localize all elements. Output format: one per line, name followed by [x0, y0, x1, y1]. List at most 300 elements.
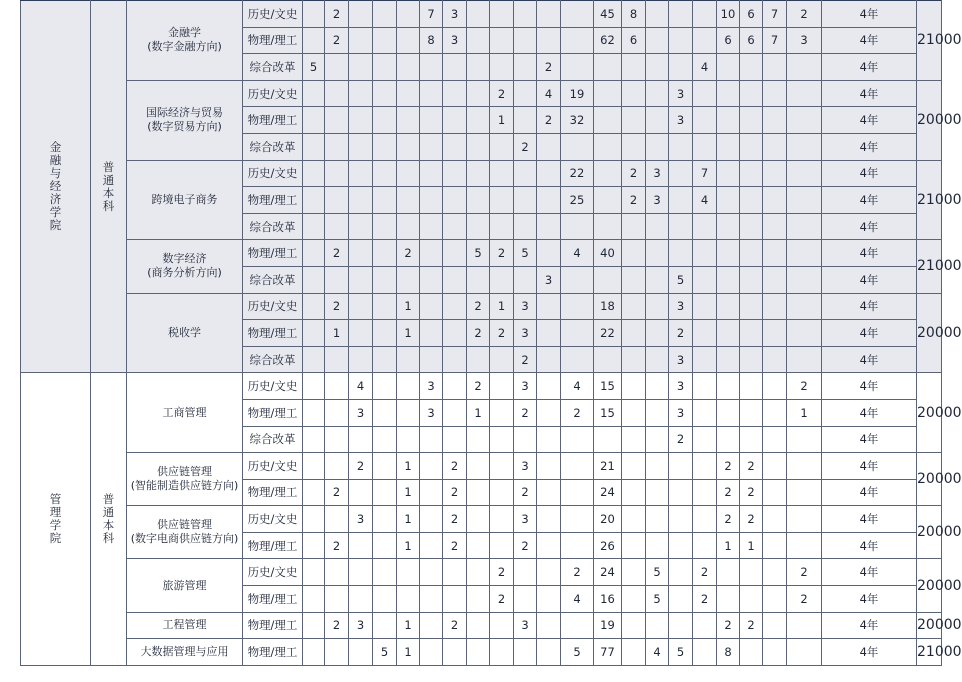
years-cell: 4年	[822, 586, 917, 613]
quota-cell	[303, 586, 325, 613]
quota-cell	[693, 1, 717, 28]
quota-cell: 21	[594, 453, 622, 480]
quota-cell	[303, 293, 325, 320]
quota-cell	[420, 559, 443, 586]
quota-cell	[594, 266, 622, 293]
quota-cell	[561, 320, 594, 347]
quota-cell: 2	[490, 240, 514, 267]
major-name: 数字经济	[162, 252, 207, 266]
quota-cell	[490, 426, 514, 453]
quota-cell	[303, 559, 325, 586]
quota-cell	[717, 133, 740, 160]
quota-cell	[349, 160, 373, 187]
quota-cell	[325, 506, 349, 533]
quota-cell	[373, 266, 397, 293]
years-cell: 4年	[822, 80, 917, 107]
quota-cell: 22	[561, 160, 594, 187]
quota-cell	[669, 213, 693, 240]
major-name: 国际经济与贸易	[146, 106, 223, 120]
quota-cell: 2	[325, 532, 349, 559]
major-direction: (数字金融方向)	[147, 40, 222, 54]
quota-cell: 3	[349, 399, 373, 426]
quota-cell	[693, 426, 717, 453]
quota-cell: 2	[514, 479, 537, 506]
quota-cell	[397, 346, 420, 373]
quota-cell	[693, 612, 717, 639]
quota-cell	[397, 559, 420, 586]
quota-cell	[349, 107, 373, 134]
quota-cell	[763, 453, 787, 480]
years-cell: 4年	[822, 187, 917, 214]
quota-cell	[373, 213, 397, 240]
quota-cell	[303, 107, 325, 134]
quota-cell	[514, 54, 537, 81]
quota-cell: 3	[669, 373, 693, 400]
quota-cell	[594, 160, 622, 187]
quota-cell: 5	[514, 240, 537, 267]
quota-cell	[443, 639, 467, 666]
major-direction: (数字电商供应链方向)	[130, 532, 239, 546]
college-name: 金融与经济学院	[49, 140, 62, 233]
quota-cell	[740, 107, 763, 134]
quota-cell: 4	[349, 373, 373, 400]
major-cell	[127, 506, 243, 559]
quota-cell	[787, 187, 822, 214]
college-cell	[21, 1, 91, 373]
major-name: 工商管理	[162, 405, 207, 419]
quota-cell	[537, 506, 561, 533]
quota-cell: 1	[787, 399, 822, 426]
major-name: 工程管理	[162, 618, 207, 632]
quota-cell	[537, 240, 561, 267]
quota-cell	[693, 506, 717, 533]
quota-cell	[373, 240, 397, 267]
quota-cell	[349, 559, 373, 586]
years-cell: 4年	[822, 399, 917, 426]
quota-cell	[693, 479, 717, 506]
quota-cell	[537, 27, 561, 54]
quota-cell	[420, 506, 443, 533]
quota-cell	[490, 453, 514, 480]
quota-cell	[693, 293, 717, 320]
quota-cell	[693, 80, 717, 107]
quota-cell	[693, 320, 717, 347]
quota-cell: 4	[561, 586, 594, 613]
quota-cell: 3	[443, 27, 467, 54]
quota-cell: 2	[467, 293, 490, 320]
quota-cell	[646, 479, 669, 506]
quota-cell: 8	[717, 639, 740, 666]
quota-cell: 16	[594, 586, 622, 613]
quota-cell: 2	[467, 320, 490, 347]
quota-cell: 1	[397, 506, 420, 533]
years-cell: 4年	[822, 639, 917, 666]
quota-cell	[763, 612, 787, 639]
quota-cell	[646, 426, 669, 453]
quota-cell: 2	[514, 399, 537, 426]
quota-cell	[561, 426, 594, 453]
quota-cell: 2	[490, 586, 514, 613]
table-row	[21, 160, 942, 187]
quota-cell	[537, 213, 561, 240]
major-name: 供应链管理	[157, 518, 212, 532]
quota-cell	[622, 240, 646, 267]
major-name: 旅游管理	[162, 578, 207, 592]
quota-cell: 3	[514, 320, 537, 347]
quota-cell	[787, 107, 822, 134]
quota-cell: 2	[740, 453, 763, 480]
quota-cell	[537, 1, 561, 28]
quota-cell	[420, 346, 443, 373]
quota-cell	[349, 1, 373, 28]
quota-cell	[514, 639, 537, 666]
quota-cell: 5	[669, 266, 693, 293]
major-cell	[127, 559, 243, 612]
quota-cell	[717, 559, 740, 586]
quota-cell	[490, 187, 514, 214]
quota-cell: 3	[514, 453, 537, 480]
quota-cell	[349, 479, 373, 506]
quota-cell	[646, 612, 669, 639]
quota-cell	[740, 266, 763, 293]
subject-cell: 历史/文史	[243, 559, 303, 586]
quota-cell: 2	[787, 586, 822, 613]
quota-cell	[467, 266, 490, 293]
quota-cell: 2	[717, 453, 740, 480]
major-name: 供应链管理	[157, 465, 212, 479]
quota-cell	[763, 373, 787, 400]
quota-cell	[373, 320, 397, 347]
quota-cell	[373, 612, 397, 639]
quota-cell	[420, 612, 443, 639]
quota-cell	[763, 54, 787, 81]
quota-cell	[490, 213, 514, 240]
quota-cell	[514, 80, 537, 107]
quota-cell	[467, 559, 490, 586]
quota-cell: 4	[646, 639, 669, 666]
quota-cell: 2	[325, 27, 349, 54]
quota-cell: 3	[537, 266, 561, 293]
quota-cell	[594, 133, 622, 160]
quota-cell	[443, 559, 467, 586]
quota-cell	[514, 187, 537, 214]
quota-cell	[443, 346, 467, 373]
quota-cell	[420, 240, 443, 267]
quota-cell	[397, 54, 420, 81]
quota-cell	[373, 54, 397, 81]
quota-cell	[303, 160, 325, 187]
quota-cell	[420, 187, 443, 214]
quota-cell: 2	[693, 559, 717, 586]
quota-cell: 2	[740, 612, 763, 639]
quota-cell: 2	[443, 506, 467, 533]
quota-cell	[763, 293, 787, 320]
quota-cell	[373, 586, 397, 613]
table-row	[21, 612, 942, 639]
quota-cell	[787, 320, 822, 347]
quota-cell	[787, 612, 822, 639]
quota-cell	[693, 399, 717, 426]
quota-cell	[622, 373, 646, 400]
quota-cell: 2	[740, 479, 763, 506]
quota-cell	[717, 213, 740, 240]
quota-cell: 2	[537, 54, 561, 81]
level-cell	[91, 1, 127, 373]
quota-cell	[622, 426, 646, 453]
quota-cell: 26	[594, 532, 622, 559]
quota-cell	[717, 586, 740, 613]
tuition-fee-cell: 21000	[917, 160, 942, 240]
quota-cell: 2	[490, 80, 514, 107]
quota-cell	[787, 293, 822, 320]
quota-cell: 1	[467, 399, 490, 426]
quota-cell: 8	[622, 1, 646, 28]
quota-cell: 5	[467, 240, 490, 267]
quota-cell	[622, 479, 646, 506]
quota-cell	[594, 107, 622, 134]
quota-cell	[561, 266, 594, 293]
quota-cell	[561, 612, 594, 639]
quota-cell: 2	[717, 506, 740, 533]
quota-cell: 5	[303, 54, 325, 81]
quota-cell: 1	[397, 532, 420, 559]
quota-cell	[740, 426, 763, 453]
quota-cell	[537, 399, 561, 426]
quota-cell	[443, 160, 467, 187]
major-cell	[127, 373, 243, 453]
quota-cell	[622, 453, 646, 480]
quota-cell: 5	[646, 559, 669, 586]
quota-cell	[349, 346, 373, 373]
quota-cell	[325, 559, 349, 586]
quota-cell: 5	[561, 639, 594, 666]
quota-cell	[763, 320, 787, 347]
quota-cell	[787, 266, 822, 293]
quota-cell	[303, 399, 325, 426]
quota-cell	[669, 133, 693, 160]
quota-cell: 3	[420, 399, 443, 426]
quota-cell	[717, 399, 740, 426]
quota-cell	[787, 426, 822, 453]
quota-cell	[373, 80, 397, 107]
quota-cell	[646, 80, 669, 107]
subject-cell: 物理/理工	[243, 240, 303, 267]
years-cell: 4年	[822, 453, 917, 480]
quota-cell: 1	[397, 293, 420, 320]
quota-cell	[561, 506, 594, 533]
quota-cell	[622, 559, 646, 586]
quota-cell	[740, 293, 763, 320]
major-direction: (数字贸易方向)	[147, 120, 222, 134]
subject-cell: 物理/理工	[243, 639, 303, 666]
quota-cell	[397, 107, 420, 134]
years-cell: 4年	[822, 1, 917, 28]
quota-cell	[787, 133, 822, 160]
major-cell	[127, 612, 243, 639]
quota-cell	[420, 479, 443, 506]
major-direction: (智能制造供应链方向)	[130, 479, 239, 493]
quota-cell: 2	[787, 1, 822, 28]
quota-cell	[646, 532, 669, 559]
quota-cell	[622, 54, 646, 81]
quota-cell	[490, 133, 514, 160]
quota-cell: 15	[594, 373, 622, 400]
quota-cell: 20	[594, 506, 622, 533]
quota-cell	[349, 213, 373, 240]
quota-cell	[514, 586, 537, 613]
quota-cell	[373, 27, 397, 54]
quota-cell: 8	[420, 27, 443, 54]
tuition-fee-cell: 20000	[917, 293, 942, 373]
subject-cell: 历史/文史	[243, 160, 303, 187]
major-name: 大数据管理与应用	[140, 645, 229, 659]
years-cell: 4年	[822, 346, 917, 373]
quota-cell	[490, 266, 514, 293]
years-cell: 4年	[822, 266, 917, 293]
years-cell: 4年	[822, 479, 917, 506]
quota-cell	[693, 27, 717, 54]
quota-cell	[303, 240, 325, 267]
subject-cell: 物理/理工	[243, 479, 303, 506]
subject-cell: 综合改革	[243, 266, 303, 293]
table-row	[21, 80, 942, 107]
quota-cell	[325, 639, 349, 666]
quota-cell: 2	[537, 107, 561, 134]
quota-cell	[669, 54, 693, 81]
quota-cell	[490, 373, 514, 400]
quota-cell	[763, 399, 787, 426]
quota-cell: 19	[594, 612, 622, 639]
quota-cell	[467, 479, 490, 506]
quota-cell	[787, 346, 822, 373]
quota-cell: 3	[787, 27, 822, 54]
quota-cell	[594, 426, 622, 453]
quota-cell	[303, 479, 325, 506]
quota-cell	[443, 399, 467, 426]
quota-cell: 1	[325, 320, 349, 347]
quota-cell	[740, 346, 763, 373]
quota-cell	[622, 532, 646, 559]
quota-cell	[561, 479, 594, 506]
quota-cell	[373, 399, 397, 426]
quota-cell: 6	[740, 27, 763, 54]
quota-cell	[303, 187, 325, 214]
quota-cell	[763, 639, 787, 666]
quota-cell	[763, 559, 787, 586]
quota-cell	[537, 160, 561, 187]
quota-cell	[420, 453, 443, 480]
quota-cell	[740, 213, 763, 240]
quota-cell: 3	[349, 506, 373, 533]
quota-cell	[325, 346, 349, 373]
quota-cell	[420, 107, 443, 134]
quota-cell	[349, 27, 373, 54]
quota-cell: 1	[397, 612, 420, 639]
quota-cell	[537, 453, 561, 480]
quota-cell: 2	[325, 479, 349, 506]
quota-cell	[490, 160, 514, 187]
quota-cell	[693, 240, 717, 267]
quota-cell: 19	[561, 80, 594, 107]
quota-cell	[669, 1, 693, 28]
quota-cell: 3	[669, 399, 693, 426]
quota-cell	[490, 506, 514, 533]
years-cell: 4年	[822, 213, 917, 240]
subject-cell: 历史/文史	[243, 293, 303, 320]
quota-cell	[514, 160, 537, 187]
quota-cell	[443, 187, 467, 214]
quota-cell	[490, 54, 514, 81]
quota-cell	[763, 586, 787, 613]
subject-cell: 综合改革	[243, 133, 303, 160]
quota-cell	[537, 426, 561, 453]
quota-cell	[349, 240, 373, 267]
quota-cell	[397, 426, 420, 453]
quota-cell	[514, 213, 537, 240]
tuition-fee-cell: 20000	[917, 453, 942, 506]
quota-cell	[373, 133, 397, 160]
quota-cell: 24	[594, 559, 622, 586]
quota-cell: 1	[397, 479, 420, 506]
quota-cell	[646, 107, 669, 134]
quota-cell: 2	[443, 532, 467, 559]
quota-cell	[669, 240, 693, 267]
subject-cell: 物理/理工	[243, 320, 303, 347]
quota-cell	[303, 346, 325, 373]
quota-cell	[303, 80, 325, 107]
quota-cell	[646, 293, 669, 320]
quota-cell	[349, 266, 373, 293]
subject-cell: 历史/文史	[243, 80, 303, 107]
quota-cell: 2	[490, 559, 514, 586]
quota-cell: 2	[443, 479, 467, 506]
quota-cell	[717, 240, 740, 267]
quota-cell	[467, 107, 490, 134]
quota-cell	[467, 532, 490, 559]
quota-cell: 3	[349, 612, 373, 639]
quota-cell	[693, 639, 717, 666]
quota-cell	[537, 133, 561, 160]
quota-cell: 5	[373, 639, 397, 666]
quota-cell: 3	[669, 107, 693, 134]
quota-cell	[420, 586, 443, 613]
quota-cell: 6	[717, 27, 740, 54]
quota-cell: 24	[594, 479, 622, 506]
quota-cell	[646, 320, 669, 347]
quota-cell	[763, 426, 787, 453]
quota-cell: 15	[594, 399, 622, 426]
years-cell: 4年	[822, 320, 917, 347]
years-cell: 4年	[822, 506, 917, 533]
quota-cell: 3	[514, 373, 537, 400]
quota-cell	[514, 27, 537, 54]
quota-cell	[514, 559, 537, 586]
quota-cell	[717, 346, 740, 373]
quota-cell	[646, 1, 669, 28]
quota-cell	[561, 293, 594, 320]
quota-cell	[325, 133, 349, 160]
quota-cell	[669, 532, 693, 559]
quota-cell	[740, 586, 763, 613]
quota-cell: 2	[717, 612, 740, 639]
quota-cell	[349, 80, 373, 107]
quota-cell	[646, 240, 669, 267]
quota-cell	[537, 293, 561, 320]
quota-cell: 45	[594, 1, 622, 28]
quota-cell	[669, 187, 693, 214]
quota-cell	[443, 320, 467, 347]
level-cell	[91, 373, 127, 666]
